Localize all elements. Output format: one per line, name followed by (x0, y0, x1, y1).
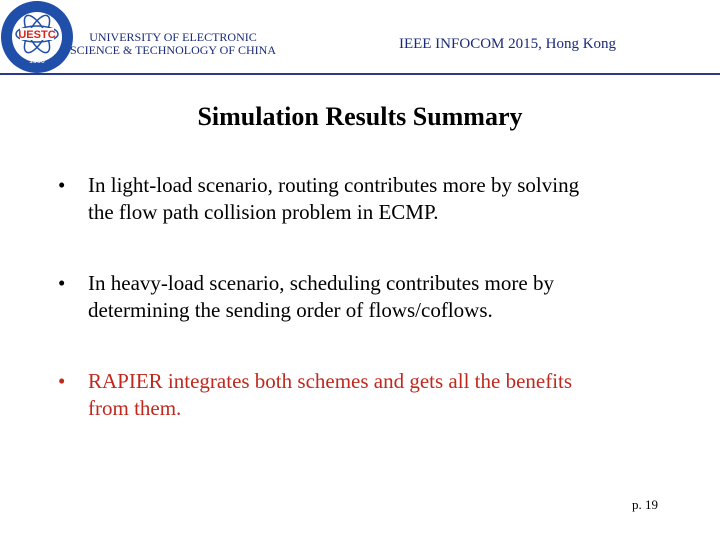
slide-header (0, 0, 720, 76)
logo-year: 1956 (29, 58, 45, 65)
bullet-line: RAPIER integrates both schemes and gets all the benefits (88, 369, 573, 393)
bullet-marker: • (58, 271, 66, 295)
bullet-marker: • (58, 369, 66, 393)
conference-name: IEEE INFOCOM 2015, Hong Kong (398, 36, 617, 52)
bullet-list (58, 172, 678, 422)
bullet-line: the flow path collision problem in ECMP. (88, 200, 439, 224)
bullet-item-highlighted (58, 368, 678, 422)
university-name-line2: SCIENCE & TECHNOLOGY OF CHINA (69, 43, 276, 57)
header-divider (0, 73, 720, 75)
page-number: p. 19 (632, 497, 658, 512)
bullet-line: In light-load scenario, routing contributes more by solving (88, 173, 580, 197)
logo-text: UESTC (18, 29, 56, 41)
bullet-item (58, 270, 678, 324)
university-name (60, 31, 286, 57)
university-name-line1: UNIVERSITY OF ELECTRONIC (89, 30, 257, 44)
bullet-line: from them. (88, 396, 182, 420)
bullet-line: determining the sending order of flows/coflows. (88, 298, 493, 322)
bullet-item (58, 172, 678, 226)
bullet-marker: • (58, 173, 66, 197)
bullet-line: In heavy-load scenario, scheduling contributes more by (88, 271, 554, 295)
slide-title: Simulation Results Summary (197, 102, 523, 131)
